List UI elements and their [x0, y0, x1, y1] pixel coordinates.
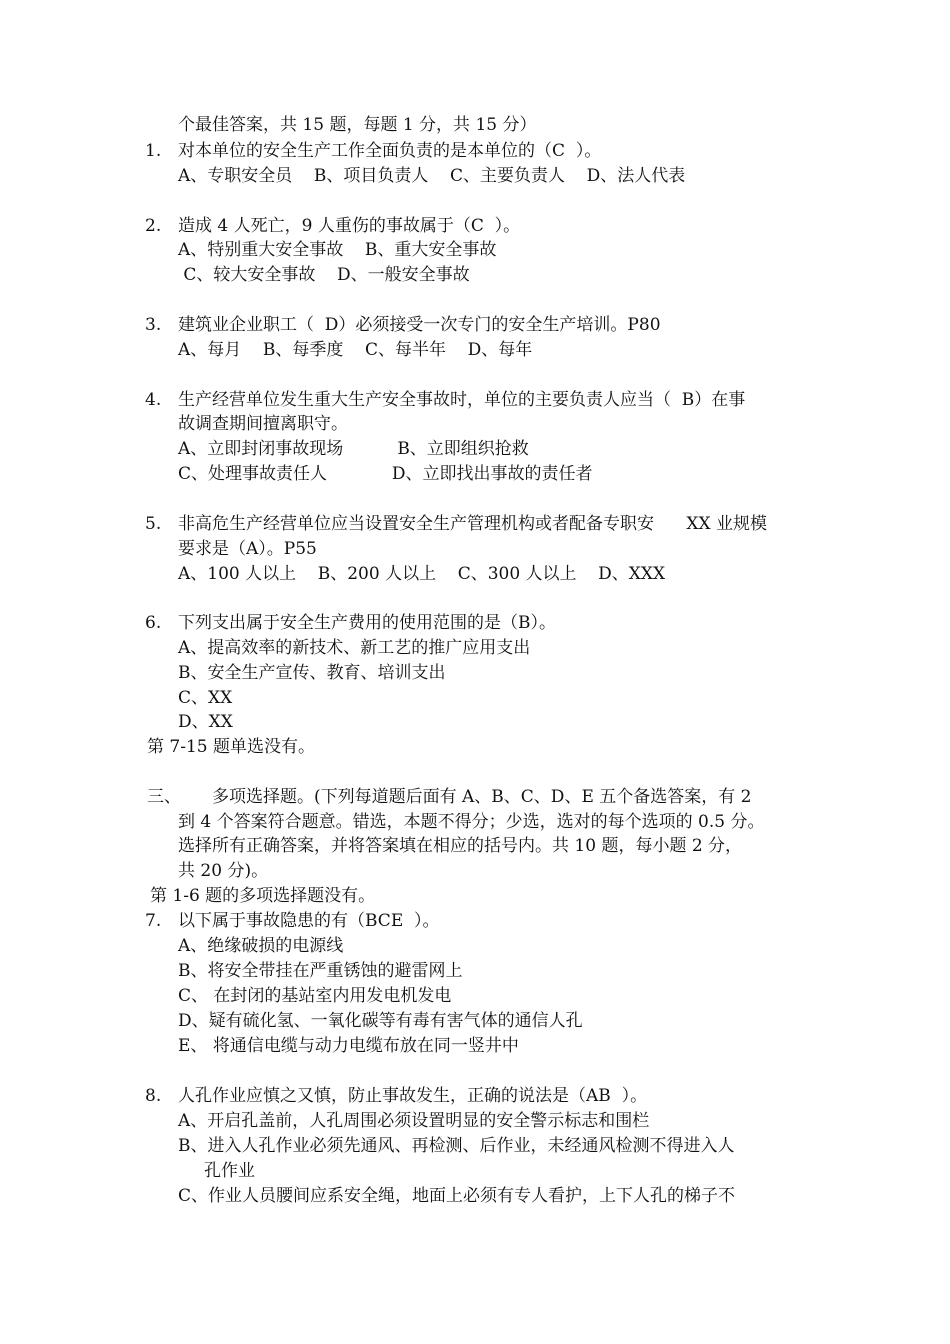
- question-text: 要求是（A）。P55: [178, 539, 317, 559]
- question-number: 5.: [145, 514, 162, 534]
- question-text: 造成 4 人死亡，9 人重伤的事故属于（C ）。: [178, 216, 521, 236]
- question-options: A、100 人以上 B、200 人以上 C、300 人以上 D、XXX: [178, 564, 666, 584]
- question-option: D、疑有硫化氢、一氧化碳等有毒有害气体的通信人孔: [178, 1011, 583, 1031]
- question-text: 人孔作业应慎之又慎，防止事故发生，正确的说法是（AB ）。: [178, 1086, 648, 1106]
- question-number: 1.: [145, 141, 162, 161]
- question-number: 2.: [145, 216, 162, 236]
- question-options: A、特别重大安全事故 B、重大安全事故: [178, 240, 497, 260]
- question-option: D、XX: [178, 712, 233, 732]
- question-option: C、作业人员腰间应系安全绳，地面上必须有专人看护，上下人孔的梯子不: [178, 1186, 736, 1206]
- question-options: A、每月 B、每季度 C、每半年 D、每年: [178, 340, 533, 360]
- question-text: 故调查期间擅离职守。: [178, 414, 348, 434]
- question-options: C、较大安全事故 D、一般安全事故: [178, 265, 470, 285]
- question-option: B、进入人孔作业必须先通风、再检测、后作业，未经通风检测不得进入人: [178, 1136, 735, 1156]
- question-options: A、专职安全员 B、项目负责人 C、主要负责人 D、法人代表: [178, 166, 686, 186]
- question-text: 非高危生产经营单位应当设置安全生产管理机构或者配备专职安 XX 业规模: [178, 514, 768, 534]
- question-number: 8.: [145, 1086, 162, 1106]
- question-option: A、开启孔盖前，人孔周围必须设置明显的安全警示标志和围栏: [178, 1111, 650, 1131]
- question-text: 下列支出属于安全生产费用的使用范围的是（B）。: [178, 613, 556, 633]
- question-option: E、 将通信电缆与动力电缆布放在同一竖井中: [178, 1036, 519, 1056]
- question-option: B、安全生产宣传、教育、培训支出: [178, 663, 446, 683]
- question-text: 建筑业企业职工（ D）必须接受一次专门的安全生产培训。P80: [178, 315, 661, 335]
- question-option: B、将安全带挂在严重锈蚀的避雷网上: [178, 961, 463, 981]
- question-number: 6.: [145, 613, 162, 633]
- question-text: 对本单位的安全生产工作全面负责的是本单位的（C ）。: [178, 141, 602, 161]
- section-description: 到 4 个答案符合题意。错选，本题不得分；少选，选对的每个选项的 0.5 分。: [178, 812, 765, 832]
- note-single: 第 7-15 题单选没有。: [147, 737, 315, 757]
- question-number: 3.: [145, 315, 162, 335]
- question-options: C、处理事故责任人 D、立即找出事故的责任者: [178, 464, 593, 484]
- note-multi: 第 1-6 题的多项选择题没有。: [150, 886, 376, 906]
- question-option: A、提高效率的新技术、新工艺的推广应用支出: [178, 638, 531, 658]
- question-text: 生产经营单位发生重大生产安全事故时，单位的主要负责人应当（ B）在事: [178, 390, 746, 410]
- intro-line: 个最佳答案，共 15 题，每题 1 分，共 15 分）: [178, 115, 537, 135]
- question-option: A、绝缘破损的电源线: [178, 936, 344, 956]
- question-number: 7.: [145, 911, 162, 931]
- section-marker: 三、: [147, 787, 181, 807]
- question-option: C、 在封闭的基站室内用发电机发电: [178, 986, 452, 1006]
- question-option-continuation: 孔作业: [204, 1161, 255, 1181]
- section-description: 选择所有正确答案，并将答案填在相应的括号内。共 10 题，每小题 2 分，: [178, 836, 743, 856]
- question-number: 4.: [145, 390, 162, 410]
- question-options: A、立即封闭事故现场 B、立即组织抢救: [178, 439, 529, 459]
- question-option: C、XX: [178, 688, 233, 708]
- question-text: 以下属于事故隐患的有（BCE ）。: [178, 911, 440, 931]
- section-description: 共 20 分)。: [178, 861, 269, 881]
- section-heading: 多项选择题。(下列每道题后面有 A、B、C、D、E 五个备选答案，有 2: [212, 787, 752, 807]
